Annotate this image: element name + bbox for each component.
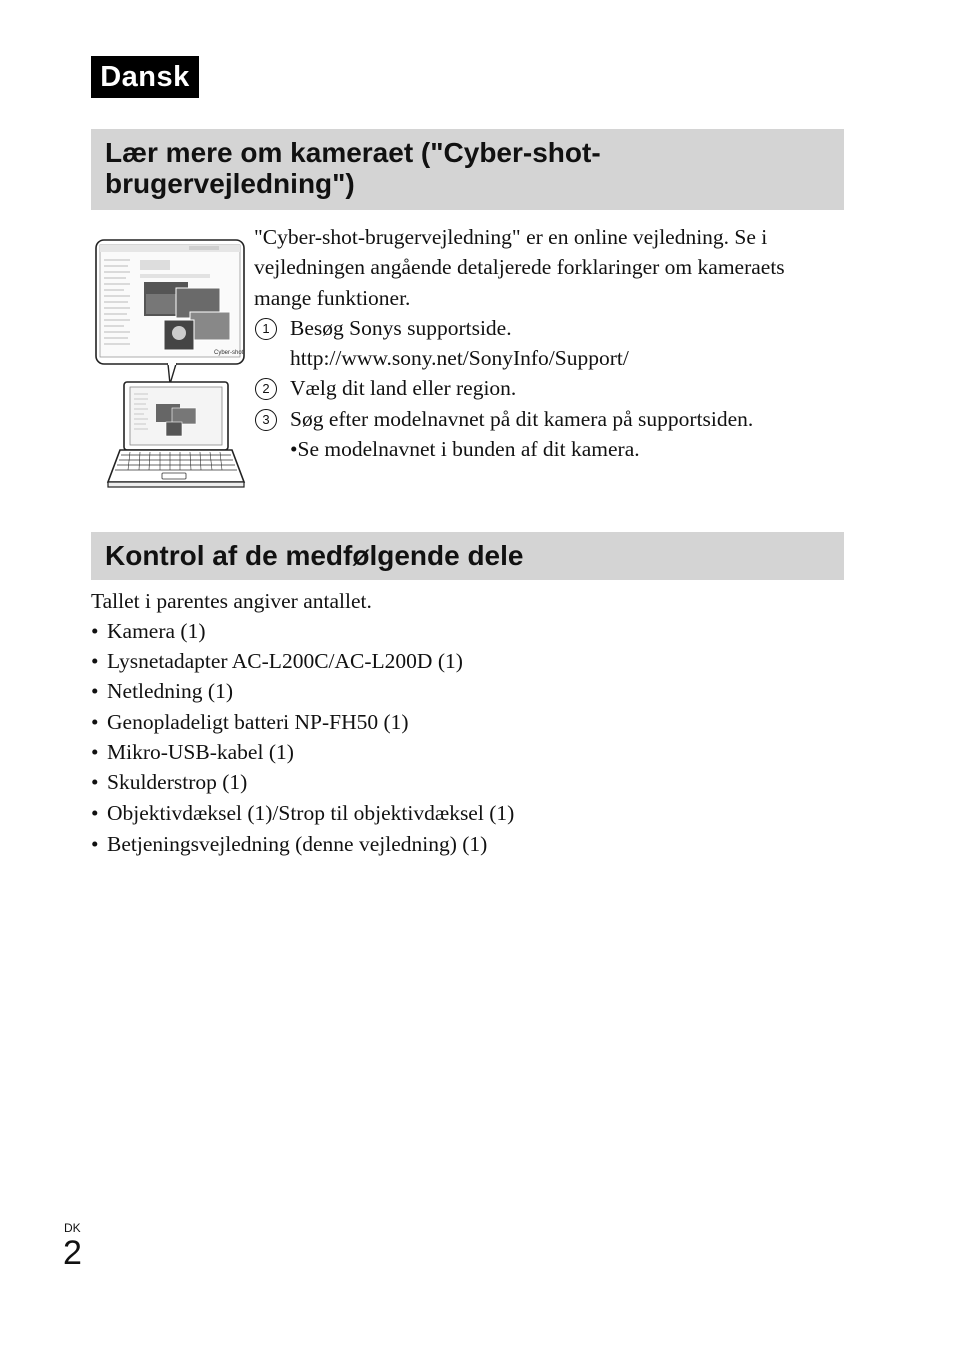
step-1-text: Besøg Sonys supportside.: [290, 316, 512, 340]
step-3-note-text: Se modelnavnet i bunden af dit kamera.: [297, 437, 640, 461]
list-item: • Skulderstrop (1): [91, 770, 248, 794]
step-number-3: 3: [255, 409, 277, 431]
list-item-text: Lysnetadapter AC-L200C/AC-L200D (1): [107, 649, 463, 673]
list-item-text: Genopladeligt batteri NP-FH50 (1): [107, 710, 409, 734]
section-heading-user-guide: [91, 129, 844, 210]
supplied-items-intro: Tallet i parentes angiver antallet.: [91, 589, 372, 613]
step-number-1: 1: [255, 318, 277, 340]
list-item-text: Skulderstrop (1): [107, 770, 248, 794]
laptop-with-manual-screen-icon: [94, 238, 246, 492]
screen-brand-text: Cyber-shot: [214, 350, 244, 356]
intro-line: vejledningen angående detaljerede forklaringer om kameraets: [254, 255, 785, 280]
intro-paragraph: [254, 222, 785, 313]
list-item-text: Netledning (1): [107, 679, 233, 703]
page-number: 2: [63, 1234, 82, 1272]
list-item: • Objektivdæksel (1)/Strop til objektivdæksel (1): [91, 801, 515, 825]
list-item: • Lysnetadapter AC-L200C/AC-L200D (1): [91, 649, 463, 673]
section-heading-text: Kontrol af de medfølgende dele: [105, 540, 524, 571]
section-heading-line-1: Lær mere om kameraet ("Cyber-shot-: [105, 137, 601, 168]
list-item: • Genopladeligt batteri NP-FH50 (1): [91, 710, 409, 734]
country-code: DK: [64, 1221, 81, 1235]
list-item-text: Kamera (1): [107, 619, 206, 643]
step-number-2: 2: [255, 378, 277, 400]
list-item: • Mikro-USB-kabel (1): [91, 740, 294, 764]
section-heading-supplied-items: [91, 532, 844, 580]
intro-line: "Cyber-shot-brugervejledning" er en online vejledning. Se i: [254, 225, 768, 249]
support-url-link[interactable]: http://www.sony.net/SonyInfo/Support/: [290, 346, 629, 370]
list-item-text: Objektivdæksel (1)/Strop til objektivdæksel (1): [107, 801, 515, 825]
intro-line: mange funktioner.: [254, 285, 411, 310]
language-tag: Dansk: [91, 56, 199, 98]
step-3-text: Søg efter modelnavnet på dit kamera på supportsiden.: [290, 407, 754, 431]
list-item-text: Mikro-USB-kabel (1): [107, 740, 294, 764]
section-heading-line-2: brugervejledning"): [105, 168, 355, 199]
list-item-text: Betjeningsvejledning (denne vejledning) (1): [107, 832, 488, 856]
step-3-note: [290, 434, 640, 464]
bullet-dot: •: [290, 437, 298, 461]
list-item: • Kamera (1): [91, 619, 206, 643]
list-item: • Betjeningsvejledning (denne vejledning) (1): [91, 832, 488, 856]
list-item: • Netledning (1): [91, 679, 233, 703]
step-2-text: Vælg dit land eller region.: [290, 376, 517, 400]
